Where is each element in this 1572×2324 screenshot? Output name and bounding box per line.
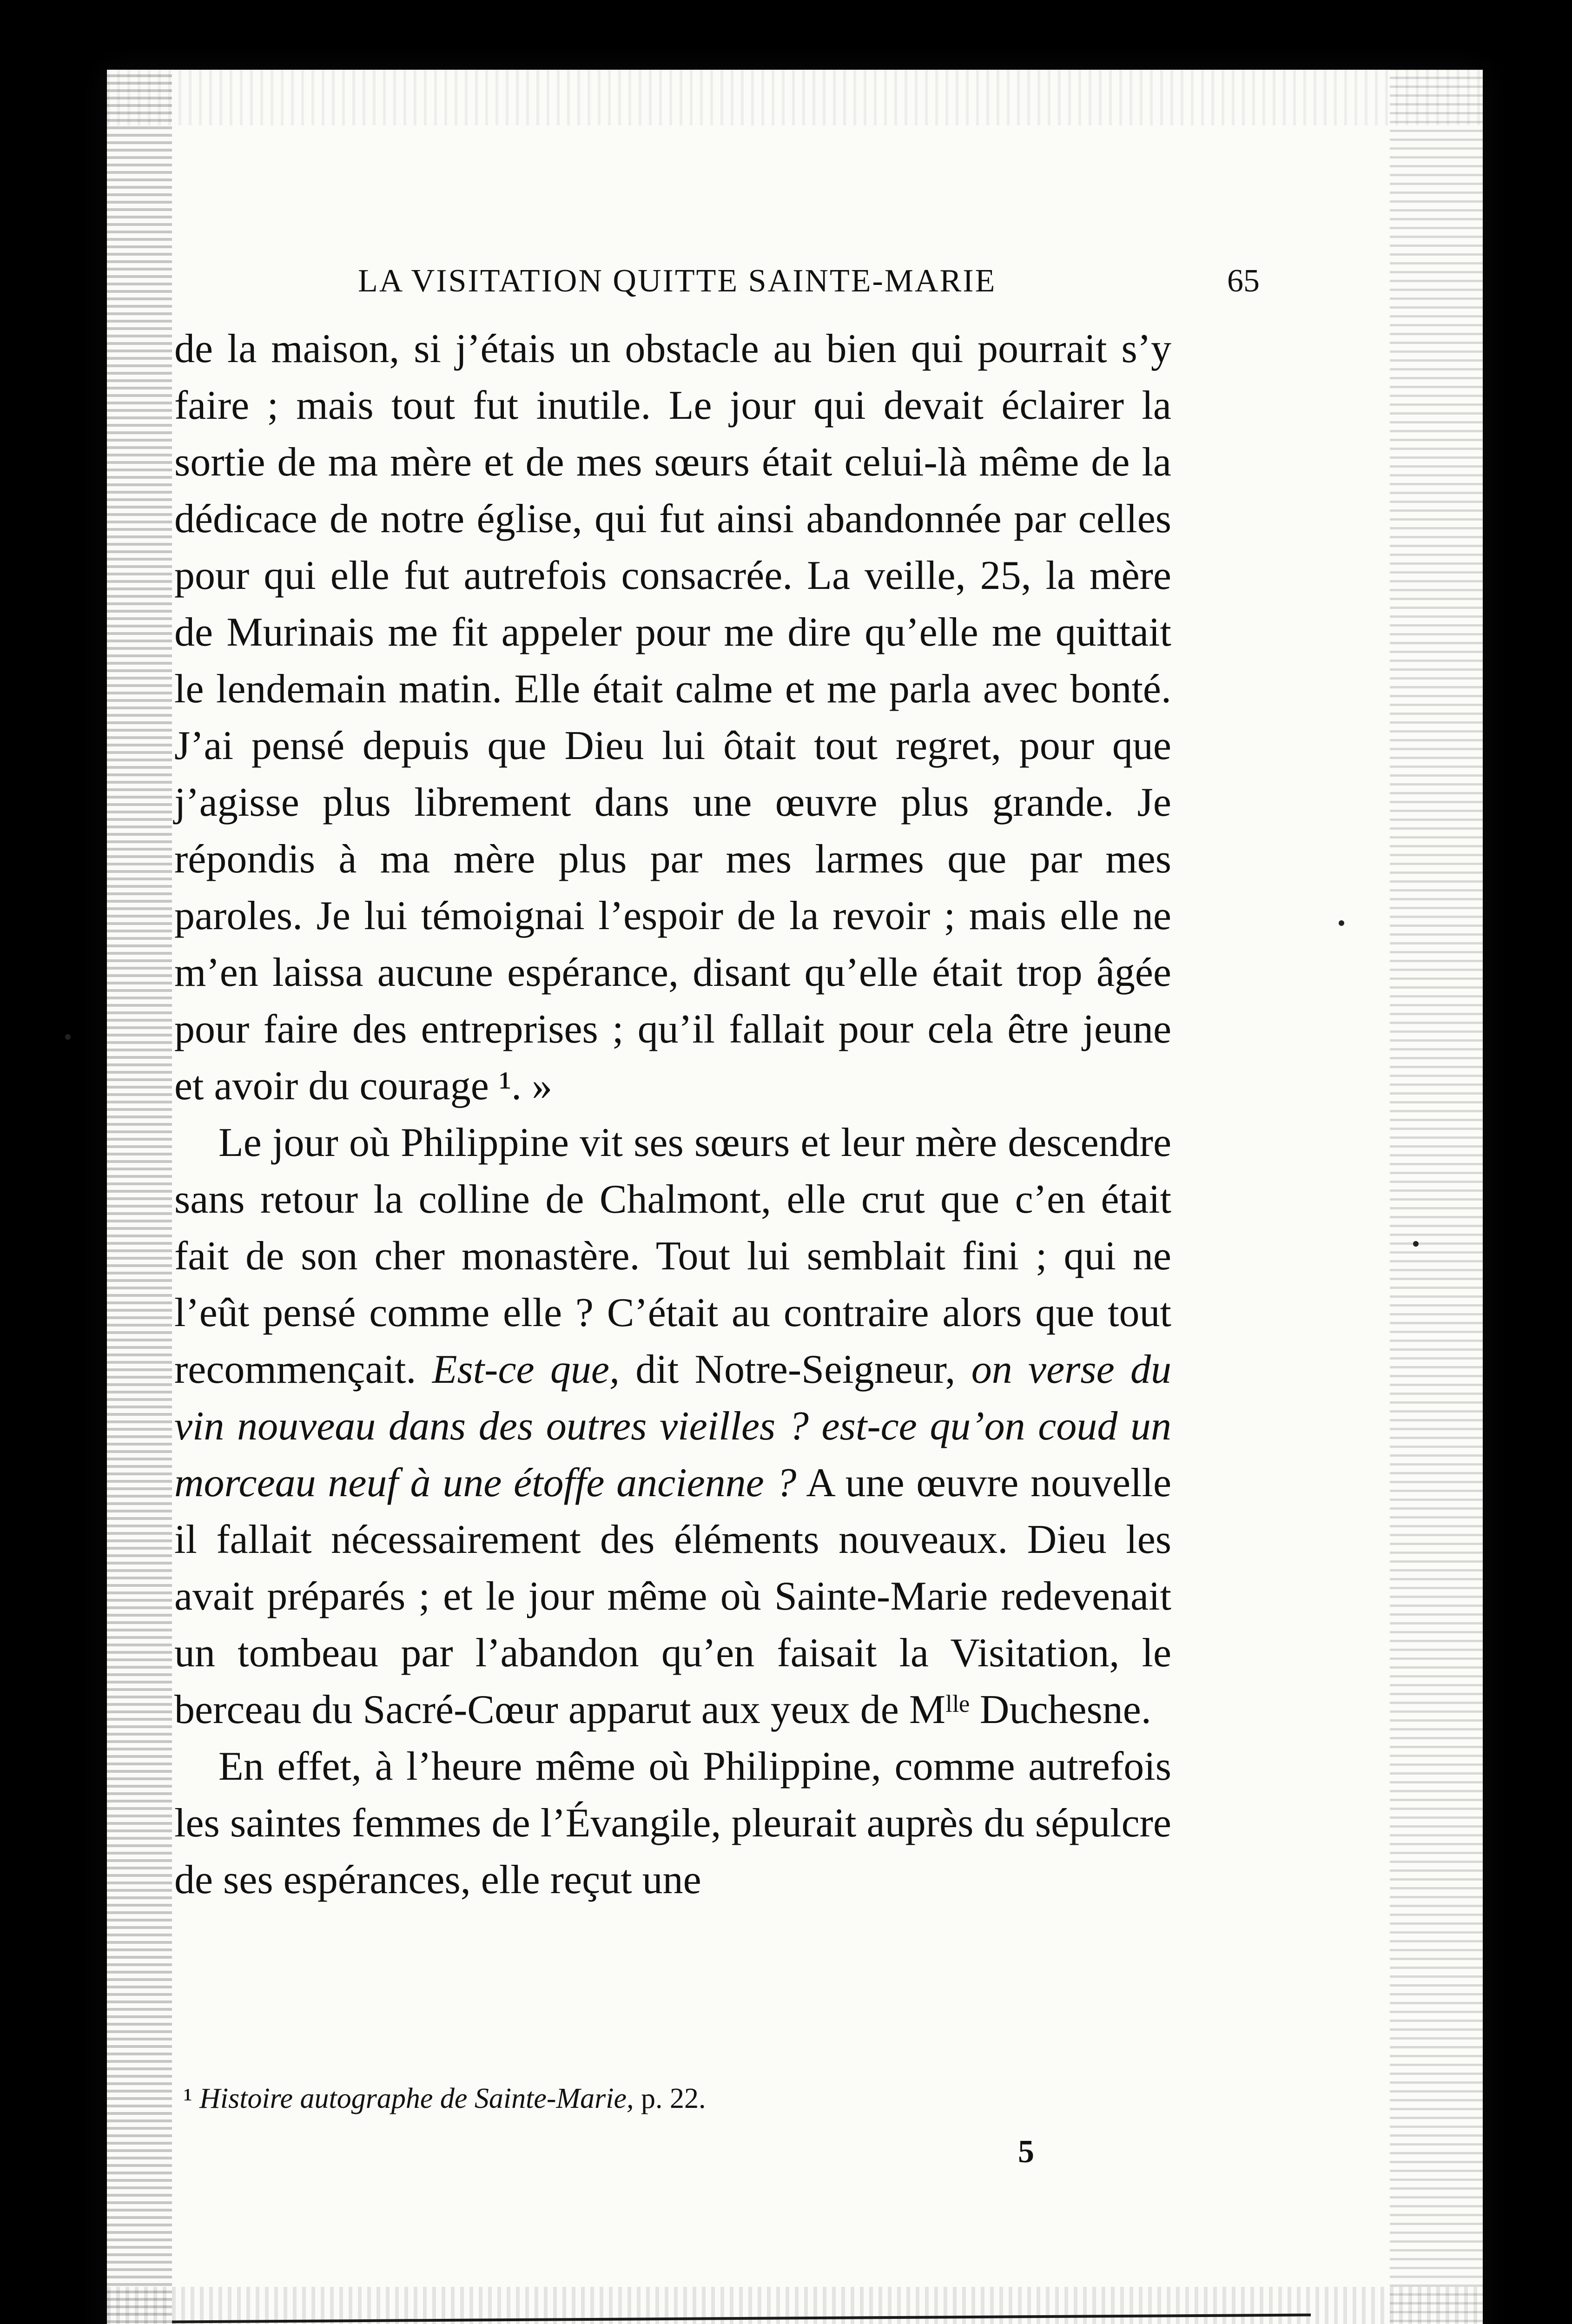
edge-speck	[65, 1034, 71, 1040]
footnote-marker: ¹	[184, 2083, 192, 2114]
page-number: 65	[1227, 263, 1260, 299]
paragraph-3: En effet, à l’heure même où Philippine, comme autrefois les saintes femmes de l’Évangile, pleurait auprès du sépulcre de ses espérances, elle reçut une	[174, 1744, 1171, 1902]
scan-noise-left	[107, 70, 172, 2324]
footnote-source: Histoire autographe de Sainte-Marie,	[199, 2083, 634, 2114]
footnote	[184, 2082, 1206, 2115]
paragraph-1: de la maison, si j’étais un obstacle au bien qui pourrait s’y faire ; mais tout fut inutile. Le jour qui devait éclairer la sortie de ma mère et de mes sœurs était celui-là même de la dédicace de notre église, qui fut ainsi abandonnée par celles pour qui elle fut autrefois consacrée. La veille, 25, la mère de Murinais me fit appeler pour me dire qu’elle me quittait le lendemain matin. Elle était calme et me parla avec bonté. J’ai pensé depuis que Dieu lui ôtait tout regret, pour que j’agisse plus librement dans une œuvre plus grande. Je répondis à ma mère plus par mes larmes que par mes paroles. Je lui témoignai l’espoir de la revoir ; mais elle ne m’en laissa aucune espérance, disant qu’elle était trop âgée pour faire des entreprises ; qu’il fallait pour cela être jeune et avoir du courage ¹. »	[174, 326, 1171, 1109]
paragraph-2-text-3: A une œuvre nouvelle il fallait nécessairement des éléments nouveaux. Dieu les avait préparés ; et le jour même où Sainte-Marie redevenait un tombeau par l’abandon qu’en faisait la Visitation, le berceau du Sacré-Cœur apparut aux yeux de Mˡˡᵉ Duchesne.	[174, 1460, 1172, 1732]
paragraph-2	[174, 1115, 1171, 1738]
running-title: LA VISITATION QUITTE SAINTE-MARIE	[358, 263, 997, 299]
footnote-page: p. 22.	[641, 2083, 706, 2114]
scan-noise-top	[107, 70, 1483, 125]
paragraph-2-text-1: Le jour où Philippine vit ses sœurs et leur mère descendre sans retour la colline de Chalmont, elle crut que c’en était fait de son cher monastère. Tout lui semblait fini ; qui ne l’eût pensé comme elle ? C’était au contraire alors que tout recommençait.	[174, 1120, 1171, 1392]
edge-speck	[1339, 920, 1344, 926]
edge-speck	[1413, 1241, 1419, 1247]
paragraph-2-quote-2: on verse du vin nouveau dans des outres vieilles ? est-ce qu’on coud un morceau neuf à une étoffe ancienne ?	[174, 1347, 1172, 1505]
signature-mark: 5	[1018, 2134, 1034, 2170]
paragraph-2-text-2: dit Notre-Seigneur,	[635, 1347, 956, 1392]
main-text	[174, 321, 1171, 1908]
scan-noise-right	[1390, 70, 1483, 2324]
paragraph-2-quote-1: Est-ce que,	[432, 1347, 620, 1392]
